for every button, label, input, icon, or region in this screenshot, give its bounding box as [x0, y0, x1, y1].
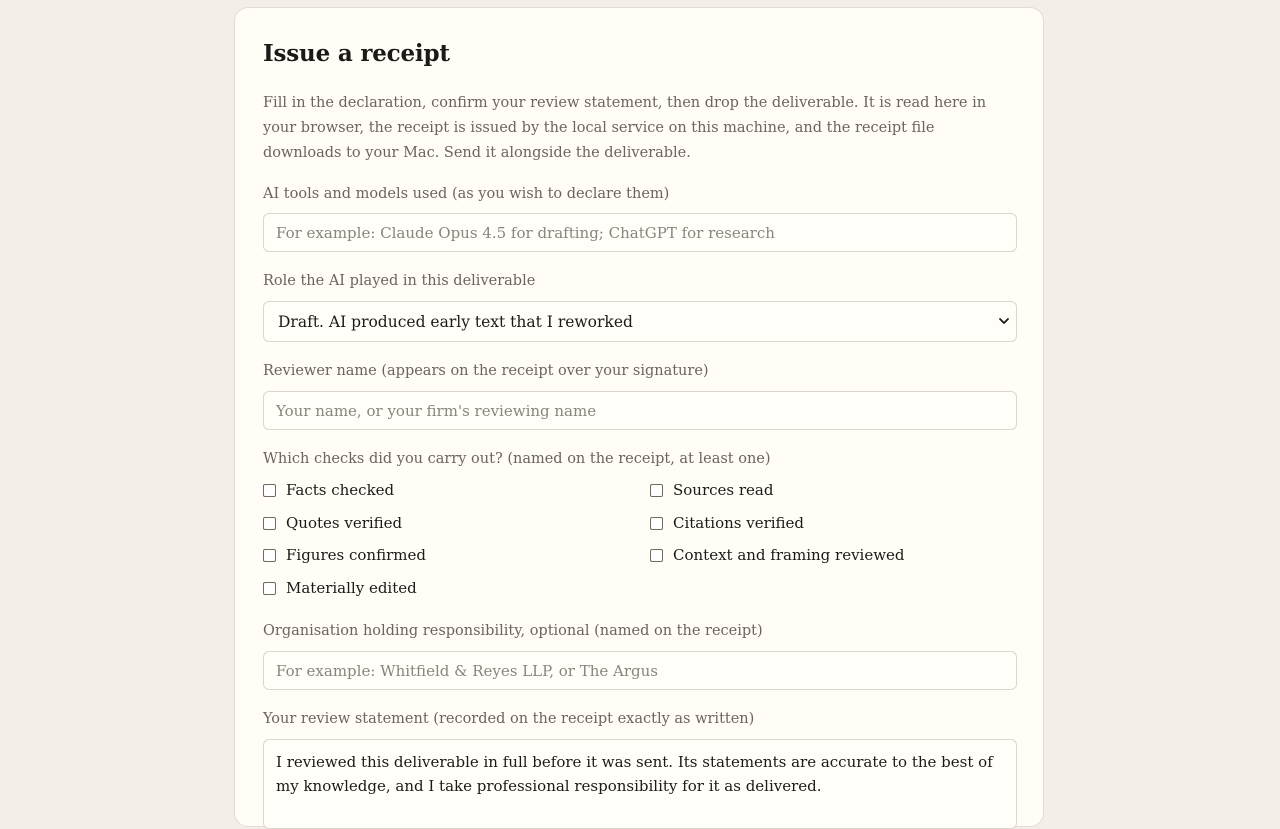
checkbox[interactable] — [263, 582, 276, 595]
check-figures-confirmed[interactable] — [263, 546, 426, 564]
reviewer-label: Reviewer name (appears on the receipt over your signature) — [263, 363, 709, 379]
checkbox[interactable] — [263, 484, 276, 497]
check-label: Sources read — [673, 481, 774, 499]
receipt-form-card — [234, 7, 1044, 827]
role-label: Role the AI played in this deliverable — [263, 273, 536, 289]
reviewer-input[interactable] — [263, 391, 1017, 430]
tools-label: AI tools and models used (as you wish to declare them) — [263, 186, 670, 202]
check-quotes-verified[interactable] — [263, 514, 402, 532]
checkbox[interactable] — [650, 549, 663, 562]
role-select-value: Draft. AI produced early text that I reworked — [278, 312, 633, 331]
check-label: Facts checked — [286, 481, 395, 499]
check-label: Figures confirmed — [286, 546, 426, 564]
statement-label: Your review statement (recorded on the receipt exactly as written) — [263, 711, 755, 727]
role-select[interactable] — [263, 301, 1017, 342]
check-label: Quotes verified — [286, 514, 403, 532]
organisation-label: Organisation holding responsibility, optional (named on the receipt) — [263, 623, 763, 639]
checks-label: Which checks did you carry out? (named on the receipt, at least one) — [263, 451, 771, 467]
checkbox[interactable] — [650, 517, 663, 530]
page-title: Issue a receipt — [263, 40, 450, 67]
checkbox[interactable] — [263, 549, 276, 562]
check-context-framing[interactable] — [650, 546, 905, 564]
check-label: Citations verified — [673, 514, 805, 532]
check-materially-edited[interactable] — [263, 579, 417, 597]
organisation-input[interactable] — [263, 651, 1017, 690]
check-sources-read[interactable] — [650, 481, 773, 499]
check-facts-checked[interactable] — [263, 481, 394, 499]
check-citations-verified[interactable] — [650, 514, 804, 532]
tools-input[interactable] — [263, 213, 1017, 252]
checkbox[interactable] — [650, 484, 663, 497]
review-statement-textarea[interactable]: I reviewed this deliverable in full before it was sent. Its statements are accurate to the best of my knowledge, and I take professional responsibility for it as delivered. — [263, 739, 1017, 829]
intro-text: Fill in the declaration, confirm your review statement, then drop the deliverable. It is read here in your browser, the receipt is issued by the local service on this machine, and the receipt file downloads to your Mac. Send it alongside the deliverable. — [263, 95, 987, 161]
check-label: Context and framing reviewed — [673, 546, 905, 564]
chevron-down-icon — [998, 315, 1010, 327]
checkbox[interactable] — [263, 517, 276, 530]
check-label: Materially edited — [286, 579, 417, 597]
